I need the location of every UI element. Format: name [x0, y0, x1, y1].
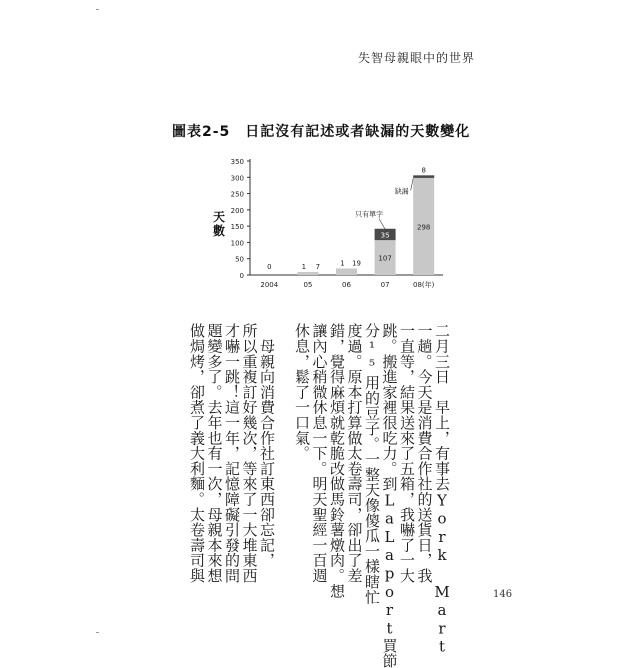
annotation-label: 缺漏 — [394, 187, 409, 196]
text-column: 二月三日 早上，有事去York Mart — [433, 323, 451, 656]
y-tick-label: 0 — [239, 272, 244, 280]
data-label: 8 — [421, 166, 426, 175]
data-label: 1 — [301, 263, 307, 271]
text-column: 所以重複訂好幾次，等來了一大堆東西 — [240, 323, 259, 584]
x-tick-label: 07 — [380, 281, 390, 289]
annotation-leader — [411, 178, 414, 190]
data-label: 0 — [267, 263, 272, 271]
text-column: 一趟。今天是消費合作社的送貨日，我 — [415, 323, 434, 584]
chart-y-axis-label: 天數 — [212, 210, 225, 238]
text-column: 跳。搬進家裡很吃力。到LaLaport買節 — [380, 323, 399, 668]
y-tick-label: 100 — [230, 239, 244, 248]
annotation-label: 只有單字 — [355, 210, 384, 219]
data-label: 107 — [378, 254, 392, 263]
running-head: 失智母親眼中的世界 — [358, 51, 476, 65]
x-tick-label: 06 — [342, 281, 351, 289]
crop-mark — [96, 9, 99, 10]
y-tick-label: 350 — [230, 158, 244, 166]
text-column: 度過。原本打算做太卷壽司，卻出了差 — [345, 323, 364, 584]
text-column: 一直等，結果送來了五箱，我嚇了一大 — [398, 323, 416, 584]
text-column: 母親向消費合作社訂東西卻忘記， — [258, 323, 276, 568]
text-column: 分¹⁵用的豆子。一整天像傻瓜一樣瞎忙 — [363, 323, 381, 605]
text-column: 休息，鬆了一口氣。 — [293, 323, 311, 461]
text-column: 才嚇一跳！這一年，記憶障礙引發的問 — [223, 323, 241, 584]
data-label: 35 — [380, 231, 390, 240]
chart-title: 圖表2-5 日記沒有記述或者缺漏的天數變化 — [172, 124, 471, 140]
bar-segment-only-single-word — [336, 274, 357, 276]
text-column: 做焗烤，卻煮了義大利麵。太卷壽司與 — [188, 323, 206, 584]
bar-segment-missing — [413, 175, 434, 178]
bar-segment-missing — [297, 272, 318, 274]
bar-segment-only-single-word — [297, 274, 318, 276]
bar-segment-missing — [336, 268, 357, 273]
stacked-bar-chart — [200, 148, 450, 296]
x-tick-label: 05 — [303, 281, 313, 289]
data-label: 1 — [340, 259, 345, 268]
page-number: 146 — [493, 589, 513, 600]
y-tick-label: 50 — [235, 255, 244, 264]
y-tick-label: 250 — [230, 190, 244, 199]
y-tick-label: 200 — [230, 206, 244, 215]
x-tick-label: 2004 — [260, 281, 279, 289]
y-tick-label: 300 — [230, 174, 244, 183]
x-tick-label: 08(年) — [413, 281, 435, 289]
data-label: 19 — [352, 259, 361, 268]
y-tick-label: 150 — [230, 223, 244, 232]
data-label: 7 — [315, 263, 321, 271]
text-column: 錯，覺得麻煩就乾脆改做馬鈴薯燉肉。想 — [328, 323, 346, 599]
text-column: 題變多了。去年也有一次，母親本來想 — [205, 323, 224, 584]
text-column: 讓內心稍微休息一下。明天聖經一百週 — [310, 323, 329, 584]
data-label: 298 — [417, 223, 431, 232]
crop-mark — [96, 632, 99, 633]
